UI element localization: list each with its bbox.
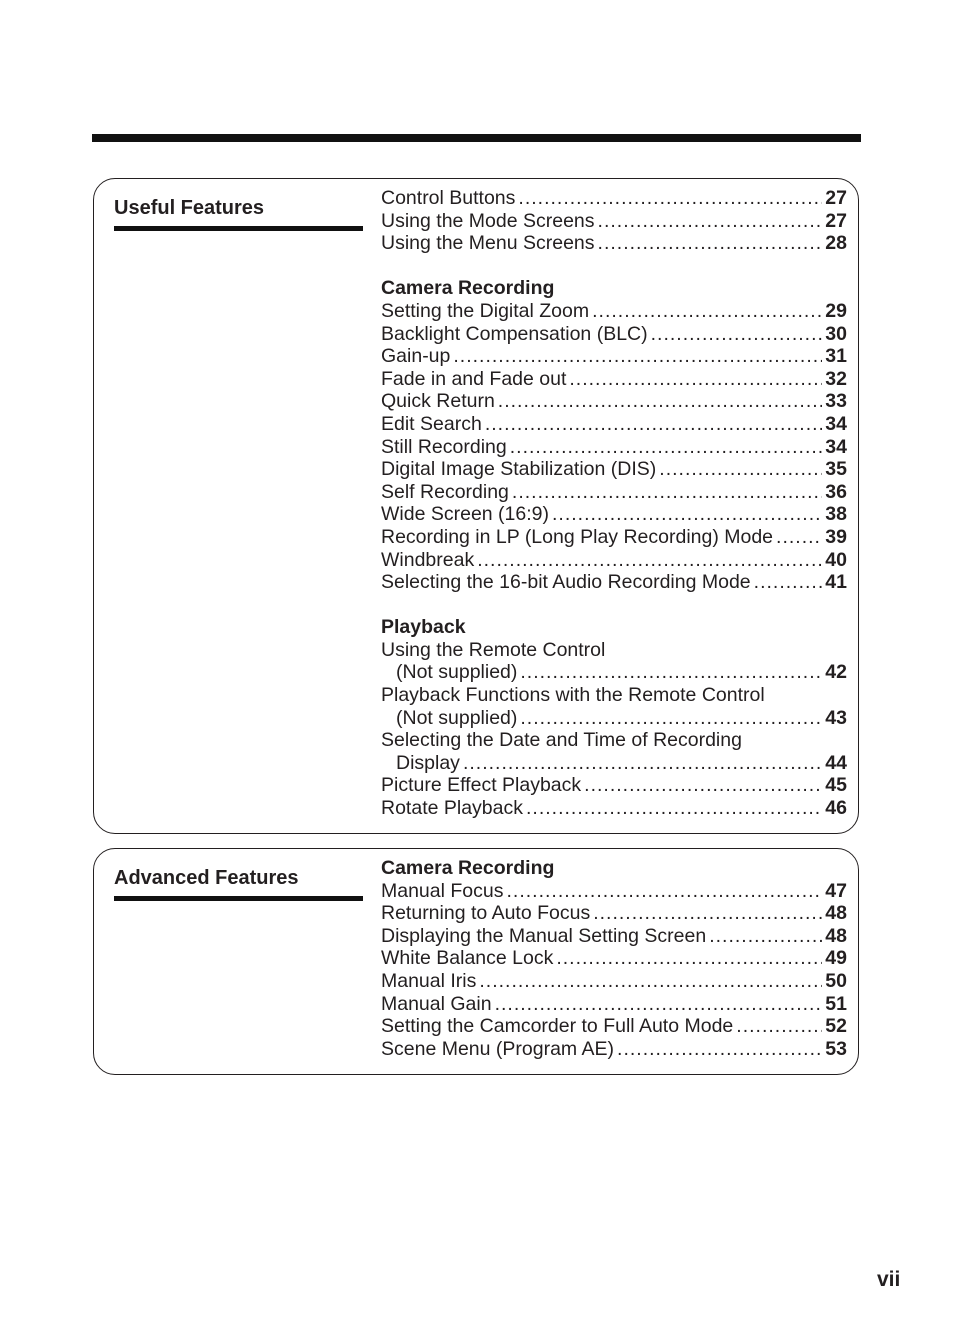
- dot-leader: [498, 390, 823, 413]
- toc-entry-page: 48: [825, 902, 847, 925]
- advanced-features-section: [93, 848, 859, 1075]
- toc-entry-page: 34: [825, 412, 847, 435]
- toc-entry-text: Rotate Playback: [381, 797, 523, 820]
- toc-group-heading: Camera Recording: [381, 277, 555, 300]
- toc-entry[interactable]: [381, 232, 847, 255]
- toc-entry-page: 36: [825, 480, 847, 503]
- toc-entry-page: 39: [825, 525, 847, 548]
- toc-entry-text: Windbreak: [381, 548, 475, 571]
- dot-leader: [506, 880, 822, 903]
- toc-entry-text: Edit Search: [381, 412, 482, 435]
- spacer: [381, 255, 847, 278]
- dot-leader: [520, 661, 822, 684]
- dot-leader: [598, 210, 823, 233]
- dot-leader: [479, 970, 822, 993]
- dot-leader: [477, 549, 822, 572]
- toc-entry-text: Using the Menu Screens: [381, 232, 595, 255]
- toc-entry-text: Manual Iris: [381, 969, 477, 992]
- toc-entry[interactable]: [381, 549, 847, 572]
- toc-entry-text: Quick Return: [381, 390, 495, 413]
- toc-entry-text: Backlight Compensation (BLC): [381, 322, 648, 345]
- dot-leader: [512, 481, 822, 504]
- toc-entry[interactable]: [381, 970, 847, 993]
- toc-entry-text: Digital Image Stabilization (DIS): [381, 458, 657, 481]
- toc-group-basic: [381, 187, 847, 255]
- toc-entry-text: Self Recording: [381, 480, 509, 503]
- toc-entry-text: Playback Functions with the Remote Control: [381, 684, 765, 707]
- dot-leader: [736, 1015, 822, 1038]
- toc-entry-page: 52: [825, 1015, 847, 1038]
- toc-entry[interactable]: [381, 707, 847, 730]
- dot-leader: [526, 797, 822, 820]
- toc-entry[interactable]: [381, 481, 847, 504]
- toc-list: [381, 857, 847, 1060]
- toc-entry[interactable]: [381, 345, 847, 368]
- toc-entry-line1[interactable]: [381, 684, 847, 707]
- toc-group-playback: [381, 616, 847, 819]
- section-title: Advanced Features: [114, 867, 299, 889]
- dot-leader: [569, 368, 822, 391]
- toc-entry-page: 43: [825, 706, 847, 729]
- toc-entry-text: Selecting the Date and Time of Recording: [381, 729, 742, 752]
- section-underline: [114, 226, 363, 231]
- toc-entry-line1[interactable]: [381, 729, 847, 752]
- toc-entry[interactable]: [381, 752, 847, 775]
- toc-entry-text: (Not supplied): [396, 706, 518, 729]
- toc-entry[interactable]: [381, 300, 847, 323]
- dot-leader: [463, 752, 822, 775]
- toc-entry-text: Display: [396, 751, 460, 774]
- toc-entry-page: 41: [825, 571, 847, 594]
- dot-leader: [510, 436, 823, 459]
- dot-leader: [584, 774, 822, 797]
- toc-entry-text: Manual Focus: [381, 879, 504, 902]
- toc-entry[interactable]: [381, 880, 847, 903]
- dot-leader: [592, 300, 822, 323]
- toc-entry[interactable]: [381, 413, 847, 436]
- toc-entry-text: Control Buttons: [381, 187, 516, 209]
- toc-entry[interactable]: [381, 1038, 847, 1061]
- toc-entry-page: 44: [825, 751, 847, 774]
- spacer: [381, 594, 847, 617]
- toc-entry-text: Wide Screen (16:9): [381, 503, 549, 526]
- toc-entry[interactable]: [381, 993, 847, 1016]
- dot-leader: [598, 232, 823, 255]
- toc-entry-text: Recording in LP (Long Play Recording) Mode: [381, 525, 774, 548]
- toc-entry[interactable]: [381, 571, 847, 594]
- section-title: Useful Features: [114, 197, 265, 219]
- toc-entry-page: 31: [825, 345, 847, 368]
- toc-entry-text: Setting the Digital Zoom: [381, 299, 590, 322]
- toc-entry-text: (Not supplied): [396, 661, 518, 684]
- toc-entry-text: White Balance Lock: [381, 947, 554, 970]
- toc-entry[interactable]: [381, 1015, 847, 1038]
- toc-entry-text: Manual Gain: [381, 992, 492, 1015]
- dot-leader: [552, 503, 822, 526]
- toc-entry-text: Fade in and Fade out: [381, 367, 567, 390]
- toc-entry[interactable]: [381, 323, 847, 346]
- toc-entry[interactable]: [381, 390, 847, 413]
- toc-entry-text: Picture Effect Playback: [381, 774, 582, 797]
- toc-entry[interactable]: [381, 187, 847, 210]
- toc-entry-page: 33: [825, 390, 847, 413]
- toc-entry-text: Setting the Camcorder to Full Auto Mode: [381, 1015, 734, 1038]
- toc-entry[interactable]: [381, 902, 847, 925]
- toc-group-heading: Camera Recording: [381, 857, 555, 879]
- dot-leader: [651, 323, 823, 346]
- toc-entry-page: 29: [825, 299, 847, 322]
- toc-entry[interactable]: [381, 210, 847, 233]
- toc-entry[interactable]: [381, 925, 847, 948]
- toc-entry-text: Still Recording: [381, 435, 507, 458]
- toc-entry-text: Using the Remote Control: [381, 638, 606, 661]
- section-underline: [114, 896, 363, 901]
- toc-entry[interactable]: [381, 436, 847, 459]
- toc-entry-text: Displaying the Manual Setting Screen: [381, 924, 707, 947]
- toc-entry-page: 49: [825, 947, 847, 970]
- toc-entry-text: Returning to Auto Focus: [381, 902, 591, 925]
- toc-entry-page: 40: [825, 548, 847, 571]
- toc-entry-page: 48: [825, 924, 847, 947]
- dot-leader: [593, 902, 822, 925]
- section-header: [114, 865, 364, 901]
- toc-entry-text: Gain-up: [381, 345, 451, 368]
- page-number: vii: [877, 1268, 901, 1291]
- toc-entry[interactable]: [381, 526, 847, 549]
- toc-entry-page: 35: [825, 458, 847, 481]
- dot-leader: [485, 413, 822, 436]
- toc-entry-page: 53: [825, 1037, 847, 1060]
- toc-entry-text: Selecting the 16-bit Audio Recording Mode: [381, 571, 751, 594]
- dot-leader: [453, 345, 822, 368]
- toc-entry-page: 47: [825, 879, 847, 902]
- toc-entry-page: 27: [825, 187, 847, 209]
- toc-entry[interactable]: [381, 368, 847, 391]
- top-rule: [92, 134, 861, 142]
- toc-entry-text: Scene Menu (Program AE): [381, 1037, 615, 1060]
- toc-entry-page: 30: [825, 322, 847, 345]
- toc-entry-page: 28: [825, 232, 847, 255]
- toc-list: [381, 187, 847, 820]
- toc-entry-page: 51: [825, 992, 847, 1015]
- section-header: [114, 195, 364, 231]
- toc-entry[interactable]: [381, 458, 847, 481]
- toc-entry[interactable]: [381, 797, 847, 820]
- toc-entry-page: 46: [825, 797, 847, 820]
- dot-leader: [754, 571, 823, 594]
- dot-leader: [617, 1038, 822, 1061]
- toc-entry-text: Using the Mode Screens: [381, 209, 595, 232]
- toc-entry-page: 38: [825, 503, 847, 526]
- toc-entry-page: 32: [825, 367, 847, 390]
- dot-leader: [556, 947, 822, 970]
- dot-leader: [709, 925, 822, 948]
- dot-leader: [518, 187, 822, 210]
- toc-entry-page: 42: [825, 661, 847, 684]
- toc-entry-page: 27: [825, 209, 847, 232]
- toc-entry[interactable]: [381, 661, 847, 684]
- dot-leader: [776, 526, 822, 549]
- toc-group-heading: Playback: [381, 616, 466, 639]
- toc-entry[interactable]: [381, 503, 847, 526]
- toc-entry-page: 34: [825, 435, 847, 458]
- toc-entry-page: 50: [825, 969, 847, 992]
- dot-leader: [659, 458, 822, 481]
- toc-entry[interactable]: [381, 947, 847, 970]
- toc-entry[interactable]: [381, 774, 847, 797]
- dot-leader: [495, 993, 823, 1016]
- toc-entry-line1[interactable]: [381, 639, 847, 662]
- toc-entry-page: 45: [825, 774, 847, 797]
- useful-features-section: [93, 178, 859, 834]
- toc-group-camera-recording: [381, 277, 847, 593]
- dot-leader: [520, 707, 822, 730]
